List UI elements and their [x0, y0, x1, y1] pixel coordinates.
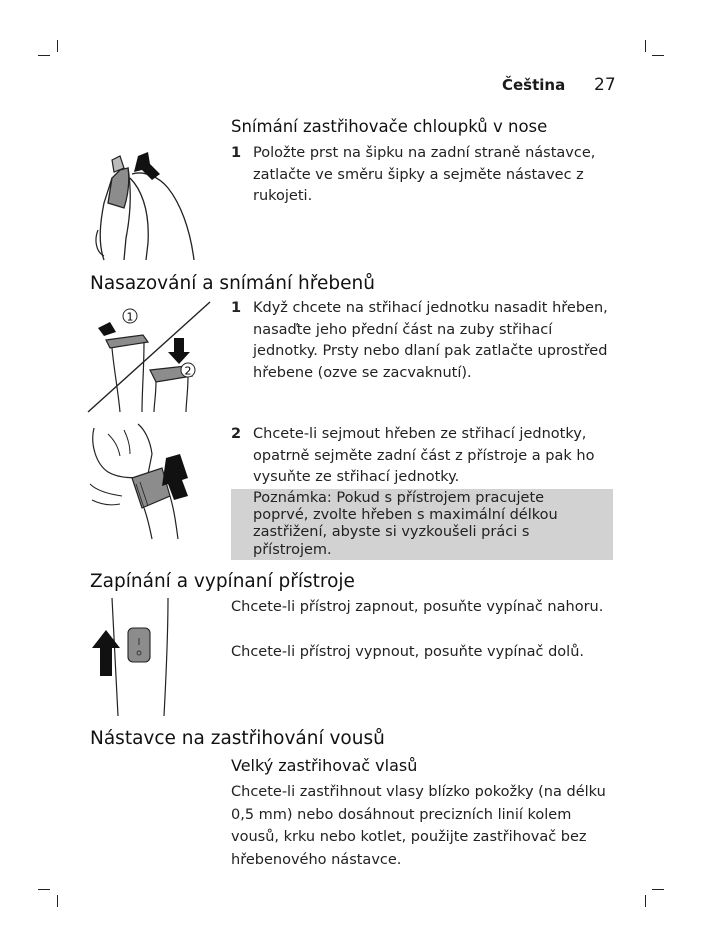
section-title-combs: Nasazování a snímání hřebenů [90, 273, 375, 294]
note-text: Poznámka: Pokud s přístrojem pracujete poprvé, zvolte hřeben s maximální délkou zastřižení, abyste si vyzkoušeli práci s přístrojem. [253, 490, 558, 558]
step-number: 2 [231, 426, 242, 442]
step-number: 1 [231, 300, 242, 316]
combs-step-2 [231, 424, 616, 489]
section-title-power: Zapínání a vypínaní přístroje [90, 571, 355, 592]
step-text: Chcete-li sejmout hřeben ze střihací jednotky, opatrně sejměte zadní část z přístroje a pak ho vysuňte ze střihací jednotky. [253, 426, 595, 485]
step-number: 1 [231, 145, 242, 161]
section-title-nose: Snímání zastřihovače chloupků v nose [231, 117, 548, 136]
power-para-off: Chcete-li přístroj vypnout, posuňte vypínač dolů. [231, 644, 584, 660]
nose-step-1 [231, 143, 616, 208]
crop-mark [38, 55, 50, 56]
crop-mark [57, 895, 58, 907]
step-text: Když chcete na střihací jednotku nasadit hřeben, nasaďte jeho přední část na zuby střihací jednotky. Prsty nebo dlaní pak zatlačte uprostřed hřebene (ozve se zacvaknutí). [253, 300, 608, 381]
comb-remove-illustration [88, 424, 213, 539]
crop-mark [652, 55, 664, 56]
power-para-on: Chcete-li přístroj zapnout, posuňte vypínač nahoru. [231, 599, 604, 615]
crop-mark [645, 895, 646, 907]
crop-mark [645, 40, 646, 52]
step-text: Položte prst na šipku na zadní straně nástavce, zatlačte ve směru šipky a sejměte nástavec z rukojeti. [253, 145, 596, 204]
section-title-beard: Nástavce na zastřihování vousů [90, 728, 385, 749]
crop-mark [57, 40, 58, 52]
crop-mark [652, 889, 664, 890]
subsection-title-hair-trimmer: Velký zastřihovač vlasů [231, 756, 418, 775]
combs-step-1 [231, 298, 616, 384]
nose-trimmer-illustration [90, 148, 210, 263]
beard-para: Chcete-li zastřihnout vlasy blízko pokožky (na délku 0,5 mm) nebo dosáhnout precizních linií kolem vousů, krku nebo kotlet, použijte zastřihovač bez hřebenového nástavce. [231, 784, 606, 868]
page-number: 27 [594, 75, 616, 95]
header-language: Čeština [502, 76, 566, 94]
crop-mark [38, 889, 50, 890]
power-switch-illustration [92, 598, 182, 718]
comb-attach-illustration [88, 300, 213, 415]
callout-2: 2 [184, 364, 192, 378]
callout-1: 1 [126, 310, 134, 324]
note-box [231, 489, 613, 560]
